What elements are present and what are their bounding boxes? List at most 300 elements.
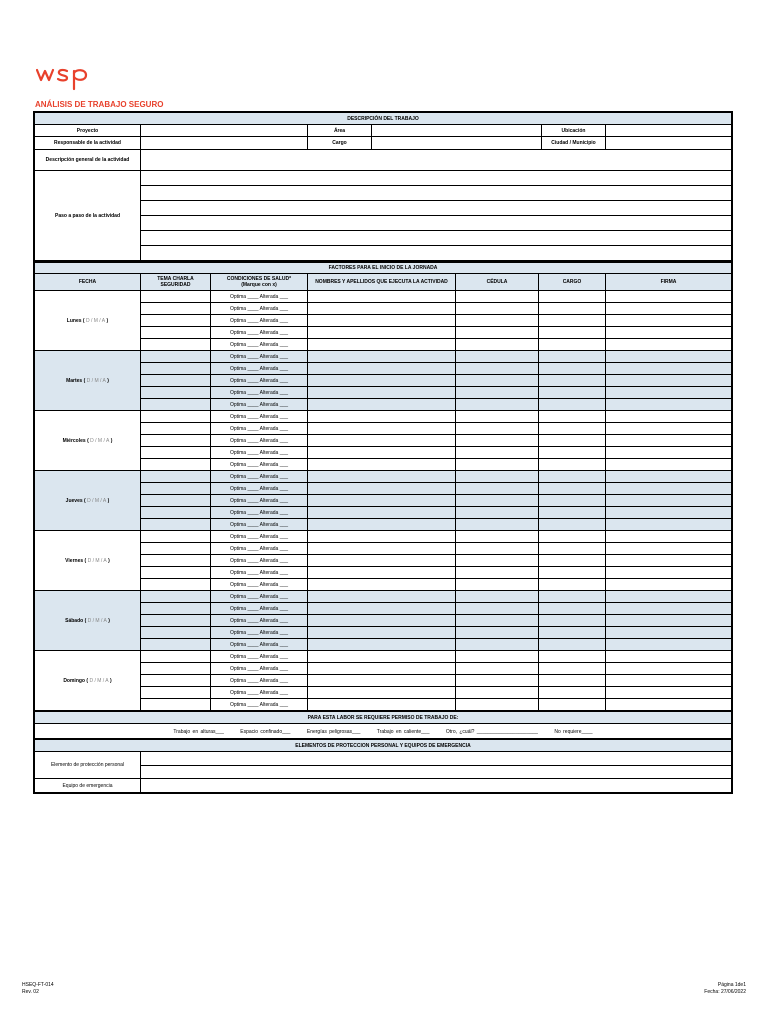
ciudad-field[interactable] xyxy=(606,137,732,150)
condiciones-cell[interactable] xyxy=(211,423,308,435)
cargo-cell[interactable] xyxy=(539,387,606,399)
tema-cell[interactable] xyxy=(141,675,211,687)
epp-elemento-field[interactable] xyxy=(141,752,732,766)
cargo-cell[interactable] xyxy=(539,483,606,495)
epp-elemento-field[interactable] xyxy=(141,766,732,779)
cargo-cell[interactable] xyxy=(539,339,606,351)
firma-cell[interactable] xyxy=(606,411,732,423)
cargo-cell[interactable] xyxy=(539,423,606,435)
paso-field[interactable] xyxy=(141,231,732,246)
nombres-cell[interactable] xyxy=(308,519,456,531)
responsable-field[interactable] xyxy=(141,137,308,150)
tema-cell[interactable] xyxy=(141,639,211,651)
cargo-cell[interactable] xyxy=(539,531,606,543)
tema-cell[interactable] xyxy=(141,507,211,519)
day-row xyxy=(35,411,732,423)
condiciones-cell[interactable] xyxy=(211,555,308,567)
firma-cell[interactable] xyxy=(606,663,732,675)
condicion-options[interactable]: Optima ____ Alterada ___ xyxy=(229,437,289,444)
day-date-placeholder[interactable]: D / M / A xyxy=(87,617,107,624)
condiciones-cell[interactable] xyxy=(211,303,308,315)
nombres-cell[interactable] xyxy=(308,627,456,639)
tema-cell[interactable] xyxy=(141,387,211,399)
cargo-cell[interactable] xyxy=(539,291,606,303)
firma-cell[interactable] xyxy=(606,519,732,531)
condicion-options[interactable]: Optima ____ Alterada ___ xyxy=(229,641,289,648)
permiso-confinado[interactable]: Espacio confinado___ xyxy=(240,728,291,735)
cedula-cell[interactable] xyxy=(456,423,539,435)
condiciones-cell[interactable] xyxy=(211,411,308,423)
cargo-cell[interactable] xyxy=(539,591,606,603)
condicion-options[interactable]: Optima ____ Alterada ___ xyxy=(229,509,289,516)
cedula-cell[interactable] xyxy=(456,483,539,495)
condiciones-cell[interactable] xyxy=(211,651,308,663)
cedula-cell[interactable] xyxy=(456,591,539,603)
permiso-alturas[interactable]: Trabajo en alturas___ xyxy=(173,728,224,735)
cedula-cell[interactable] xyxy=(456,351,539,363)
paso-field[interactable] xyxy=(141,186,732,201)
firma-cell[interactable] xyxy=(606,651,732,663)
condiciones-cell[interactable] xyxy=(211,339,308,351)
condicion-options[interactable]: Optima ____ Alterada ___ xyxy=(229,629,289,636)
condicion-options[interactable]: Optima ____ Alterada ___ xyxy=(229,329,289,336)
condicion-options[interactable]: Optima ____ Alterada ___ xyxy=(229,293,289,300)
nombres-cell[interactable] xyxy=(308,591,456,603)
cedula-cell[interactable] xyxy=(456,579,539,591)
condiciones-cell[interactable] xyxy=(211,531,308,543)
condiciones-cell[interactable] xyxy=(211,291,308,303)
day-name: Sábado xyxy=(65,617,84,624)
nombres-cell[interactable] xyxy=(308,351,456,363)
nombres-cell[interactable] xyxy=(308,531,456,543)
paso-field[interactable] xyxy=(141,201,732,216)
condiciones-cell[interactable] xyxy=(211,663,308,675)
day-label-cell xyxy=(35,291,141,351)
nombres-cell[interactable] xyxy=(308,675,456,687)
condiciones-cell[interactable] xyxy=(211,639,308,651)
firma-cell[interactable] xyxy=(606,543,732,555)
firma-cell[interactable] xyxy=(606,387,732,399)
cargo-cell[interactable] xyxy=(539,603,606,615)
condiciones-cell[interactable] xyxy=(211,483,308,495)
cargo-cell[interactable] xyxy=(539,675,606,687)
nombres-cell[interactable] xyxy=(308,471,456,483)
condicion-options[interactable]: Optima ____ Alterada ___ xyxy=(229,545,289,552)
day-label-cell xyxy=(35,531,141,591)
firma-cell[interactable] xyxy=(606,555,732,567)
cargo-cell[interactable] xyxy=(539,459,606,471)
cargo-cell[interactable] xyxy=(539,327,606,339)
condicion-options[interactable]: Optima ____ Alterada ___ xyxy=(229,365,289,372)
permiso-caliente[interactable]: Trabajo en caliente___ xyxy=(376,728,430,735)
condiciones-cell[interactable] xyxy=(211,495,308,507)
firma-cell[interactable] xyxy=(606,495,732,507)
condicion-options[interactable]: Optima ____ Alterada ___ xyxy=(229,497,289,504)
nombres-cell[interactable] xyxy=(308,399,456,411)
cedula-cell[interactable] xyxy=(456,531,539,543)
cargo-cell[interactable] xyxy=(539,519,606,531)
cargo-cell[interactable] xyxy=(539,627,606,639)
condiciones-cell[interactable] xyxy=(211,327,308,339)
firma-cell[interactable] xyxy=(606,531,732,543)
firma-cell[interactable] xyxy=(606,363,732,375)
tema-cell[interactable] xyxy=(141,447,211,459)
paren-close: ) xyxy=(105,377,109,384)
condiciones-cell[interactable] xyxy=(211,315,308,327)
condicion-options[interactable]: Optima ____ Alterada ___ xyxy=(229,353,289,360)
col-cond-line2: (Marque con x) xyxy=(241,282,277,288)
nombres-cell[interactable] xyxy=(308,663,456,675)
condiciones-cell[interactable] xyxy=(211,363,308,375)
tema-cell[interactable] xyxy=(141,579,211,591)
cedula-cell[interactable] xyxy=(456,687,539,699)
firma-cell[interactable] xyxy=(606,591,732,603)
epp-equipo-field[interactable] xyxy=(141,779,732,793)
condicion-options[interactable]: Optima ____ Alterada ___ xyxy=(229,701,289,708)
condicion-options[interactable]: Optima ____ Alterada ___ xyxy=(229,317,289,324)
cargo-cell[interactable] xyxy=(539,471,606,483)
cargo-cell[interactable] xyxy=(539,687,606,699)
cargo-cell[interactable] xyxy=(539,543,606,555)
firma-cell[interactable] xyxy=(606,687,732,699)
condicion-options[interactable]: Optima ____ Alterada ___ xyxy=(229,593,289,600)
condiciones-cell[interactable] xyxy=(211,399,308,411)
condiciones-cell[interactable] xyxy=(211,471,308,483)
firma-cell[interactable] xyxy=(606,483,732,495)
tema-cell[interactable] xyxy=(141,411,211,423)
tema-cell[interactable] xyxy=(141,555,211,567)
tema-cell[interactable] xyxy=(141,423,211,435)
condiciones-cell[interactable] xyxy=(211,567,308,579)
nombres-cell[interactable] xyxy=(308,423,456,435)
tema-cell[interactable] xyxy=(141,339,211,351)
cedula-cell[interactable] xyxy=(456,435,539,447)
cargo-cell[interactable] xyxy=(539,699,606,711)
condicion-options[interactable]: Optima ____ Alterada ___ xyxy=(229,413,289,420)
condiciones-cell[interactable] xyxy=(211,351,308,363)
nombres-cell[interactable] xyxy=(308,291,456,303)
condicion-options[interactable]: Optima ____ Alterada ___ xyxy=(229,653,289,660)
tema-cell[interactable] xyxy=(141,315,211,327)
condicion-options[interactable]: Optima ____ Alterada ___ xyxy=(229,533,289,540)
tema-cell[interactable] xyxy=(141,363,211,375)
condiciones-cell[interactable] xyxy=(211,519,308,531)
cargo-cell[interactable] xyxy=(539,435,606,447)
cargo-cell[interactable] xyxy=(539,399,606,411)
nombres-cell[interactable] xyxy=(308,507,456,519)
condiciones-cell[interactable] xyxy=(211,375,308,387)
tema-cell[interactable] xyxy=(141,591,211,603)
condicion-options[interactable]: Optima ____ Alterada ___ xyxy=(229,425,289,432)
condicion-options[interactable]: Optima ____ Alterada ___ xyxy=(229,485,289,492)
nombres-cell[interactable] xyxy=(308,315,456,327)
cedula-cell[interactable] xyxy=(456,387,539,399)
day-row xyxy=(35,651,732,663)
condiciones-cell[interactable] xyxy=(211,699,308,711)
permiso-no-requiere[interactable]: No requiere____ xyxy=(554,728,593,735)
nombres-cell[interactable] xyxy=(308,651,456,663)
cargo-cell[interactable] xyxy=(539,495,606,507)
day-name: Domingo xyxy=(63,677,85,684)
cedula-cell[interactable] xyxy=(456,363,539,375)
condiciones-cell[interactable] xyxy=(211,447,308,459)
condiciones-cell[interactable] xyxy=(211,507,308,519)
nombres-cell[interactable] xyxy=(308,375,456,387)
condiciones-cell[interactable] xyxy=(211,543,308,555)
cargo-cell[interactable] xyxy=(539,303,606,315)
tema-cell[interactable] xyxy=(141,351,211,363)
cedula-cell[interactable] xyxy=(456,459,539,471)
nombres-cell[interactable] xyxy=(308,387,456,399)
firma-cell[interactable] xyxy=(606,675,732,687)
condiciones-cell[interactable] xyxy=(211,603,308,615)
condicion-options[interactable]: Optima ____ Alterada ___ xyxy=(229,557,289,564)
cargo-field[interactable] xyxy=(372,137,542,150)
firma-cell[interactable] xyxy=(606,567,732,579)
cedula-cell[interactable] xyxy=(456,603,539,615)
nombres-cell[interactable] xyxy=(308,447,456,459)
cedula-cell[interactable] xyxy=(456,615,539,627)
tema-cell[interactable] xyxy=(141,627,211,639)
ubicacion-field[interactable] xyxy=(606,125,732,137)
tema-cell[interactable] xyxy=(141,699,211,711)
tema-cell[interactable] xyxy=(141,483,211,495)
nombres-cell[interactable] xyxy=(308,555,456,567)
cedula-cell[interactable] xyxy=(456,327,539,339)
cargo-cell[interactable] xyxy=(539,651,606,663)
col-cargo: CARGO xyxy=(539,274,606,291)
description-section xyxy=(33,111,733,262)
tema-cell[interactable] xyxy=(141,687,211,699)
cedula-cell[interactable] xyxy=(456,375,539,387)
tema-cell[interactable] xyxy=(141,399,211,411)
day-date-placeholder[interactable]: D / M / A xyxy=(89,677,109,684)
proyecto-field[interactable] xyxy=(141,125,308,137)
firma-cell[interactable] xyxy=(606,291,732,303)
tema-cell[interactable] xyxy=(141,459,211,471)
condicion-options[interactable]: Optima ____ Alterada ___ xyxy=(229,617,289,624)
col-firma: FIRMA xyxy=(606,274,732,291)
nombres-cell[interactable] xyxy=(308,603,456,615)
tema-cell[interactable] xyxy=(141,303,211,315)
cargo-cell[interactable] xyxy=(539,375,606,387)
permiso-otro[interactable]: Otro, ¿cuál? ______________________ xyxy=(445,728,538,735)
cedula-cell[interactable] xyxy=(456,291,539,303)
footer-page: Página 1de1 xyxy=(717,982,746,988)
condiciones-cell[interactable] xyxy=(211,615,308,627)
cargo-cell[interactable] xyxy=(539,579,606,591)
cedula-cell[interactable] xyxy=(456,555,539,567)
firma-cell[interactable] xyxy=(606,507,732,519)
firma-cell[interactable] xyxy=(606,339,732,351)
condicion-options[interactable]: Optima ____ Alterada ___ xyxy=(229,341,289,348)
cedula-cell[interactable] xyxy=(456,411,539,423)
firma-cell[interactable] xyxy=(606,579,732,591)
tema-cell[interactable] xyxy=(141,375,211,387)
paso-a-paso-label: Paso a paso de la actividad xyxy=(35,171,141,261)
firma-cell[interactable] xyxy=(606,375,732,387)
tema-cell[interactable] xyxy=(141,663,211,675)
tema-cell[interactable] xyxy=(141,495,211,507)
cargo-cell[interactable] xyxy=(539,567,606,579)
nombres-cell[interactable] xyxy=(308,639,456,651)
tema-cell[interactable] xyxy=(141,543,211,555)
cedula-cell[interactable] xyxy=(456,567,539,579)
condiciones-cell[interactable] xyxy=(211,387,308,399)
day-date-placeholder[interactable]: D / M / A xyxy=(85,317,106,324)
condicion-options[interactable]: Optima ____ Alterada ___ xyxy=(229,305,289,312)
firma-cell[interactable] xyxy=(606,699,732,711)
footer-right xyxy=(704,982,746,996)
cedula-cell[interactable] xyxy=(456,663,539,675)
condiciones-cell[interactable] xyxy=(211,627,308,639)
condiciones-cell[interactable] xyxy=(211,591,308,603)
tema-cell[interactable] xyxy=(141,327,211,339)
cargo-cell[interactable] xyxy=(539,411,606,423)
day-date-placeholder[interactable]: D / M / A xyxy=(90,437,110,444)
firma-cell[interactable] xyxy=(606,399,732,411)
firma-cell[interactable] xyxy=(606,459,732,471)
condicion-options[interactable]: Optima ____ Alterada ___ xyxy=(229,569,289,576)
condiciones-cell[interactable] xyxy=(211,675,308,687)
day-row xyxy=(35,351,732,363)
tema-cell[interactable] xyxy=(141,435,211,447)
cedula-cell[interactable] xyxy=(456,507,539,519)
firma-cell[interactable] xyxy=(606,303,732,315)
firma-cell[interactable] xyxy=(606,627,732,639)
nombres-cell[interactable] xyxy=(308,567,456,579)
firma-cell[interactable] xyxy=(606,423,732,435)
cargo-cell[interactable] xyxy=(539,555,606,567)
cargo-cell[interactable] xyxy=(539,615,606,627)
nombres-cell[interactable] xyxy=(308,435,456,447)
nombres-cell[interactable] xyxy=(308,459,456,471)
nombres-cell[interactable] xyxy=(308,411,456,423)
tema-cell[interactable] xyxy=(141,291,211,303)
area-label: Área xyxy=(308,125,372,137)
cedula-cell[interactable] xyxy=(456,303,539,315)
firma-cell[interactable] xyxy=(606,447,732,459)
cedula-cell[interactable] xyxy=(456,471,539,483)
paren-open: ( xyxy=(84,677,90,684)
day-name: Viernes xyxy=(65,557,84,564)
condicion-options[interactable]: Optima ____ Alterada ___ xyxy=(229,449,289,456)
firma-cell[interactable] xyxy=(606,603,732,615)
cedula-cell[interactable] xyxy=(456,519,539,531)
nombres-cell[interactable] xyxy=(308,483,456,495)
descripcion-general-field[interactable] xyxy=(141,150,732,171)
condicion-options[interactable]: Optima ____ Alterada ___ xyxy=(229,473,289,480)
cargo-cell[interactable] xyxy=(539,363,606,375)
tema-cell[interactable] xyxy=(141,651,211,663)
nombres-cell[interactable] xyxy=(308,303,456,315)
nombres-cell[interactable] xyxy=(308,495,456,507)
cargo-label: Cargo xyxy=(308,137,372,150)
cargo-cell[interactable] xyxy=(539,639,606,651)
nombres-cell[interactable] xyxy=(308,699,456,711)
col-tema xyxy=(141,274,211,291)
cargo-cell[interactable] xyxy=(539,315,606,327)
tema-cell[interactable] xyxy=(141,471,211,483)
condiciones-cell[interactable] xyxy=(211,459,308,471)
firma-cell[interactable] xyxy=(606,615,732,627)
nombres-cell[interactable] xyxy=(308,615,456,627)
cargo-cell[interactable] xyxy=(539,351,606,363)
day-name: Lunes xyxy=(66,317,82,324)
day-label-cell xyxy=(35,591,141,651)
tema-cell[interactable] xyxy=(141,567,211,579)
cedula-cell[interactable] xyxy=(456,639,539,651)
cedula-cell[interactable] xyxy=(456,651,539,663)
condicion-options[interactable]: Optima ____ Alterada ___ xyxy=(229,605,289,612)
condicion-options[interactable]: Optima ____ Alterada ___ xyxy=(229,665,289,672)
area-field[interactable] xyxy=(372,125,542,137)
condiciones-cell[interactable] xyxy=(211,579,308,591)
cedula-cell[interactable] xyxy=(456,399,539,411)
paren-close: ) xyxy=(105,317,109,324)
day-date-placeholder[interactable]: D / M / A xyxy=(87,557,107,564)
condicion-options[interactable]: Optima ____ Alterada ___ xyxy=(229,581,289,588)
cedula-cell[interactable] xyxy=(456,675,539,687)
condicion-options[interactable]: Optima ____ Alterada ___ xyxy=(229,401,289,408)
condiciones-cell[interactable] xyxy=(211,687,308,699)
condicion-options[interactable]: Optima ____ Alterada ___ xyxy=(229,689,289,696)
paren-open: ( xyxy=(82,377,87,384)
condicion-options[interactable]: Optima ____ Alterada ___ xyxy=(229,461,289,468)
nombres-cell[interactable] xyxy=(308,687,456,699)
tema-cell[interactable] xyxy=(141,603,211,615)
nombres-cell[interactable] xyxy=(308,327,456,339)
nombres-cell[interactable] xyxy=(308,339,456,351)
paso-field[interactable] xyxy=(141,216,732,231)
cedula-cell[interactable] xyxy=(456,339,539,351)
day-date-placeholder[interactable]: D / M / A xyxy=(87,497,107,504)
tema-cell[interactable] xyxy=(141,615,211,627)
ciudad-label: Ciudad / Municipio xyxy=(542,137,606,150)
cedula-cell[interactable] xyxy=(456,699,539,711)
cedula-cell[interactable] xyxy=(456,627,539,639)
cedula-cell[interactable] xyxy=(456,315,539,327)
condicion-options[interactable]: Optima ____ Alterada ___ xyxy=(229,521,289,528)
tema-cell[interactable] xyxy=(141,531,211,543)
firma-cell[interactable] xyxy=(606,351,732,363)
nombres-cell[interactable] xyxy=(308,363,456,375)
cargo-cell[interactable] xyxy=(539,663,606,675)
firma-cell[interactable] xyxy=(606,435,732,447)
firma-cell[interactable] xyxy=(606,315,732,327)
day-date-placeholder[interactable]: D / M / A xyxy=(86,377,106,384)
paso-field[interactable] xyxy=(141,171,732,186)
condicion-options[interactable]: Optima ____ Alterada ___ xyxy=(229,677,289,684)
paso-field[interactable] xyxy=(141,246,732,261)
firma-cell[interactable] xyxy=(606,471,732,483)
nombres-cell[interactable] xyxy=(308,579,456,591)
firma-cell[interactable] xyxy=(606,639,732,651)
tema-cell[interactable] xyxy=(141,519,211,531)
cargo-cell[interactable] xyxy=(539,507,606,519)
cedula-cell[interactable] xyxy=(456,543,539,555)
cargo-cell[interactable] xyxy=(539,447,606,459)
cedula-cell[interactable] xyxy=(456,495,539,507)
condicion-options[interactable]: Optima ____ Alterada ___ xyxy=(229,377,289,384)
condicion-options[interactable]: Optima ____ Alterada ___ xyxy=(229,389,289,396)
permiso-energias[interactable]: Energías peligrosas___ xyxy=(306,728,361,735)
condiciones-cell[interactable] xyxy=(211,435,308,447)
responsable-label: Responsable de la actividad xyxy=(35,137,141,150)
cedula-cell[interactable] xyxy=(456,447,539,459)
firma-cell[interactable] xyxy=(606,327,732,339)
nombres-cell[interactable] xyxy=(308,543,456,555)
